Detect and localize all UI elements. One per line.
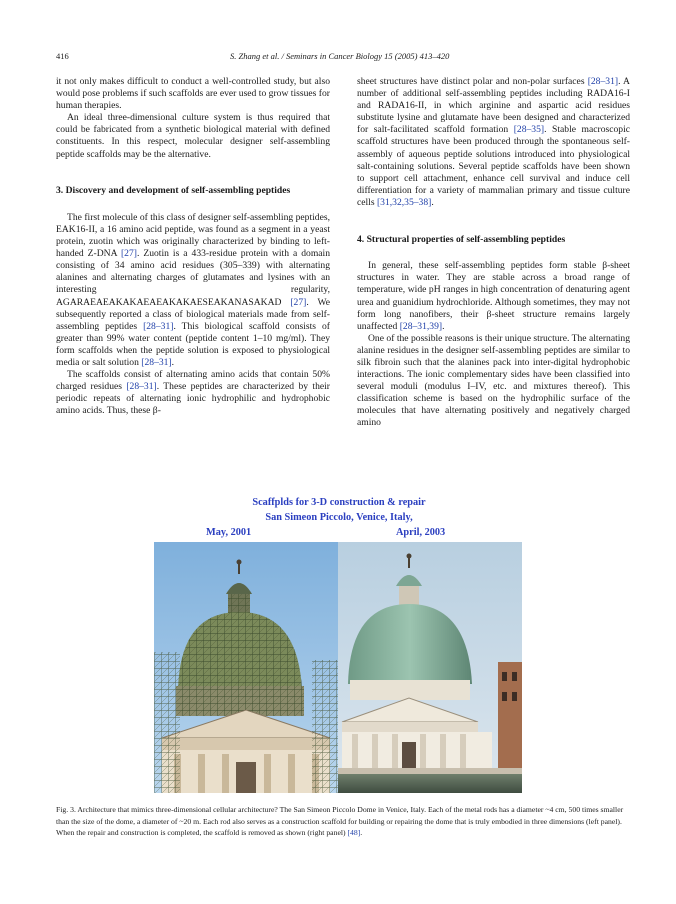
citation-link[interactable]: [28–31] xyxy=(141,356,172,368)
right-column xyxy=(357,76,630,430)
paragraph: An ideal three-dimensional culture system is thus required that could be fabricated from a synthetic biological material with defined constituents. In this respect, molecular designer self-assembling peptide scaffolds may be the alternative. xyxy=(56,112,330,160)
figure-title-line-2: San Simeon Piccolo, Venice, Italy, xyxy=(265,512,413,523)
left-column xyxy=(56,76,330,417)
paragraph: The first molecule of this class of designer self-assembling peptides, EAK16-II, a 16 amino acid peptide, was found as a segment in a yeast protein, zuotin which was originally characterized by binding to left-handed Z-DNA [27]. Zuotin is a 433-residue protein with a domain consisting of 34 amino acid residues (305–339) with alternating alanines and alternating charges of glutamates and lysines with an interesting regularity, AGARAEAEAKAKAEAEAKAKAESEAKANASAKAD [27]. We subsequently reported a class of biological materials made from self-assembling peptides [28–31]. This biological scaffold consists of greater than 99% water content (peptide content 1–10 mg/ml). They form scaffolds when the peptide solution is exposed to physiological media or salt solution [28–31]. xyxy=(56,211,330,368)
dome-under-scaffold-photo xyxy=(154,542,338,793)
running-header: S. Zhang et al. / Seminars in Cancer Biology 15 (2005) 413–420 xyxy=(230,51,450,61)
citation-link[interactable]: [28–31,39] xyxy=(399,320,443,332)
citation-link[interactable]: [48] xyxy=(347,828,361,838)
right-panel-date: April, 2003 xyxy=(396,527,446,538)
citation-link[interactable]: [27] xyxy=(120,248,137,260)
section-3-heading: 3. Discovery and development of self-assembling peptides xyxy=(56,184,291,196)
paragraph: One of the possible reasons is their unique structure. The alternating alanine residues in the designer self-assembling peptides are similar to silk fibroin such that the alanines pack into inter-digital hydrophobic interactions. The ionic complementary sides have been classified into several moduli (modulus I–IV, etc. and mixtures thereof). This classification scheme is based on the hydrophilic surface of the molecules that have alternating positively and negatively charged amino xyxy=(357,332,630,429)
paragraph: it not only makes difficult to conduct a well-controlled study, but also would pose problems if such scaffolds are ever used to grow tissues for human therapies. xyxy=(56,76,330,112)
left-panel-date: May, 2001 xyxy=(206,527,252,538)
figure-title-line-1: Scaffplds for 3-D construction & repair xyxy=(252,497,426,508)
citation-link[interactable]: [28–31] xyxy=(126,381,157,393)
page-number: 416 xyxy=(56,51,69,61)
citation-link[interactable]: [27] xyxy=(290,296,307,308)
paragraph: sheet structures have distinct polar and non-polar surfaces [28–31]. A number of additional self-assembling peptides including RADA16-I and RADA16-II, in which arginine and aspartic acid residues substitute lysine and glutamate have been designed and characterized for salt-facilitated scaffold formation [28–35]. Stable macroscopic scaffold structures have been produced through the spontaneous self-assembly of aqueous peptide solutions introduced into physiological salt-containing solutions. Several peptide scaffolds have been shown to support cell attachment, enhance cell survival and induce cell differentiation for a variety of mammalian primary and tissue culture cells [31,32,35–38]. xyxy=(357,76,630,208)
dome-restored-photo xyxy=(338,542,522,793)
paragraph: The scaffolds consist of alternating amino acids that contain 50% charged residues [28–31]. These peptides are characterized by their periodic repeats of alternating ionic hydrophilic and hydrophobic amino acids. Thus, these β- xyxy=(56,369,330,417)
citation-link[interactable]: [28–31] xyxy=(587,76,619,87)
figure-3 xyxy=(150,497,528,793)
paragraph: In general, these self-assembling peptides form stable β-sheet structures in water. They are stable across a broad range of temperature, wide pH ranges in high concentration of denaturing agent urea and guanidium hydrochloride. Although sometimes, they may not form long nanofibers, their β-sheet structure remains largely unaffected [28–31,39]. xyxy=(357,260,630,332)
citation-link[interactable]: [28–35] xyxy=(513,124,545,136)
section-4-heading: 4. Structural properties of self-assembling peptides xyxy=(357,234,566,246)
figure-caption: Fig. 3. Architecture that mimics three-dimensional cellular architecture? The San Simeon Piccolo Dome in Venice, Italy. Each of the metal rods has a diameter ~4 cm, 500 times smaller than the size of the dome, a diameter of ~20 m. Each rod also serves as a construction scaffold for building or repairing the dome that is truly embodied in three dimensions (left panel). When the repair and construction is completed, the scaffold is removed as shown (right panel) [48]. xyxy=(56,805,624,838)
citation-link[interactable]: [31,32,35–38] xyxy=(376,196,432,208)
citation-link[interactable]: [28–31] xyxy=(143,320,174,332)
